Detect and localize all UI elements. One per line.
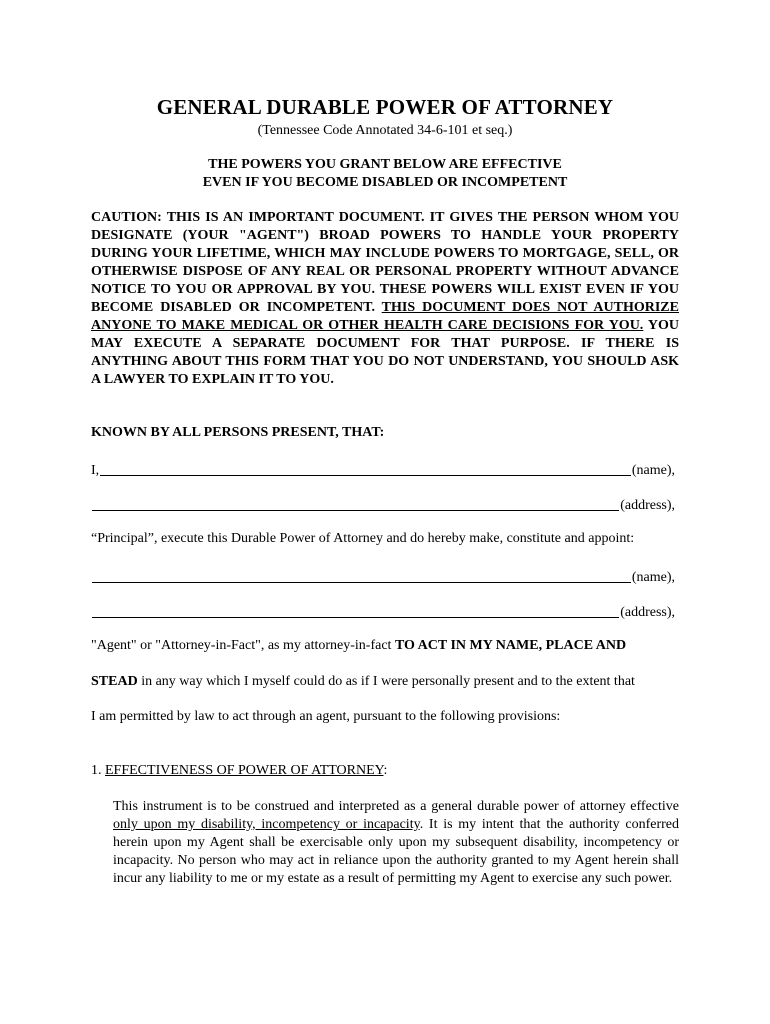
caution-text-2: YOU MAY EXECUTE A SEPARATE DOCUMENT FOR THAT PURPOSE. IF THERE IS ANYTHING ABOUT THIS FORM THAT YOU DO NOT UNDERSTAND, YOU SHOULD ASK A LAWYER TO EXPLAIN IT TO YOU.	[91, 318, 679, 387]
principal-address-label: (address),	[620, 498, 675, 513]
principal-name-blank[interactable]	[100, 460, 631, 476]
caution-text-1: CAUTION: THIS IS AN IMPORTANT DOCUMENT. IT GIVES THE PERSON WHOM YOU DESIGNATE (YOUR "AGENT") BROAD POWERS TO HANDLE YOUR PROPERTY DURING YOUR LIFETIME, WHICH MAY INCLUDE POWERS TO MORTGAGE, SELL, OR OTHERWISE DISPOSE OF ANY REAL OR PERSONAL PROPERTY WITHOUT ADVANCE NOTICE TO YOU OR APPROVAL BY YOU. THESE POWERS WILL EXIST EVEN IF YOU BECOME DISABLED OR INCOMPETENT.	[91, 210, 679, 315]
effective-notice	[0, 156, 770, 192]
principal-address-blank[interactable]	[92, 495, 619, 511]
section-1-text-2: . It is my intent that the authority conferred herein upon my Agent shall be exercisable only upon my subsequent disability, incompetency or incapacity. No person who may act in reliance upon the authority granted to my Agent herein shall incur any liability to me or my estate as a result of permitting my Agent to exercise any such power.	[113, 817, 679, 886]
agent-name-label: (name),	[631, 570, 675, 585]
section-1-number: 1.	[91, 763, 102, 778]
agent-designation-line-3: I am permitted by law to act through an agent, pursuant to the following provisions:	[91, 709, 561, 724]
principal-prefix: I,	[91, 463, 100, 478]
caution-paragraph	[91, 209, 679, 389]
agent-address-label: (address),	[620, 605, 675, 620]
principal-address-row	[91, 494, 675, 514]
stead-emphasis: STEAD	[91, 674, 138, 689]
agent-address-blank[interactable]	[92, 602, 619, 618]
document-title: GENERAL DURABLE POWER OF ATTORNEY	[156, 95, 614, 119]
agent-name-row	[91, 566, 675, 586]
principal-statement: “Principal”, execute this Durable Power of Attorney and do hereby make, constitute and appoint:	[91, 531, 635, 546]
agent-designation-text: "Agent" or "Attorney-in-Fact", as my attorney-in-fact	[91, 638, 395, 653]
section-1-body	[113, 798, 679, 888]
agent-designation-text-2: in any way which I myself could do as if I were personally present and to the extent that	[137, 674, 635, 689]
section-1-condition: only upon my disability, incompetency or incapacity	[113, 817, 420, 832]
section-1-title: EFFECTIVENESS OF POWER OF ATTORNEY	[105, 763, 384, 778]
agent-name-blank[interactable]	[92, 567, 631, 583]
statute-citation: (Tennessee Code Annotated 34-6-101 et seq.)	[257, 123, 513, 138]
caution-medical-disclaimer: THIS DOCUMENT DOES NOT AUTHORIZE ANYONE TO MAKE MEDICAL OR OTHER HEALTH CARE DECISIONS FOR YOU.	[91, 300, 679, 333]
agent-address-row	[91, 601, 675, 621]
principal-name-label: (name),	[631, 463, 675, 478]
section-1-heading	[91, 763, 387, 779]
section-1-text-1: This instrument is to be construed and interpreted as a general durable power of attorney effective	[113, 799, 679, 814]
known-by-all-heading: KNOWN BY ALL PERSONS PRESENT, THAT:	[91, 425, 385, 440]
section-1-title-suffix: :	[383, 763, 388, 778]
agent-designation-line-1	[91, 638, 679, 654]
effective-notice-line-1: THE POWERS YOU GRANT BELOW ARE EFFECTIVE	[208, 157, 562, 172]
agent-designation-emphasis: TO ACT IN MY NAME, PLACE AND	[394, 638, 627, 653]
agent-designation-line-2	[91, 674, 679, 690]
principal-name-row	[91, 459, 675, 479]
effective-notice-line-2: EVEN IF YOU BECOME DISABLED OR INCOMPETENT	[202, 175, 568, 190]
